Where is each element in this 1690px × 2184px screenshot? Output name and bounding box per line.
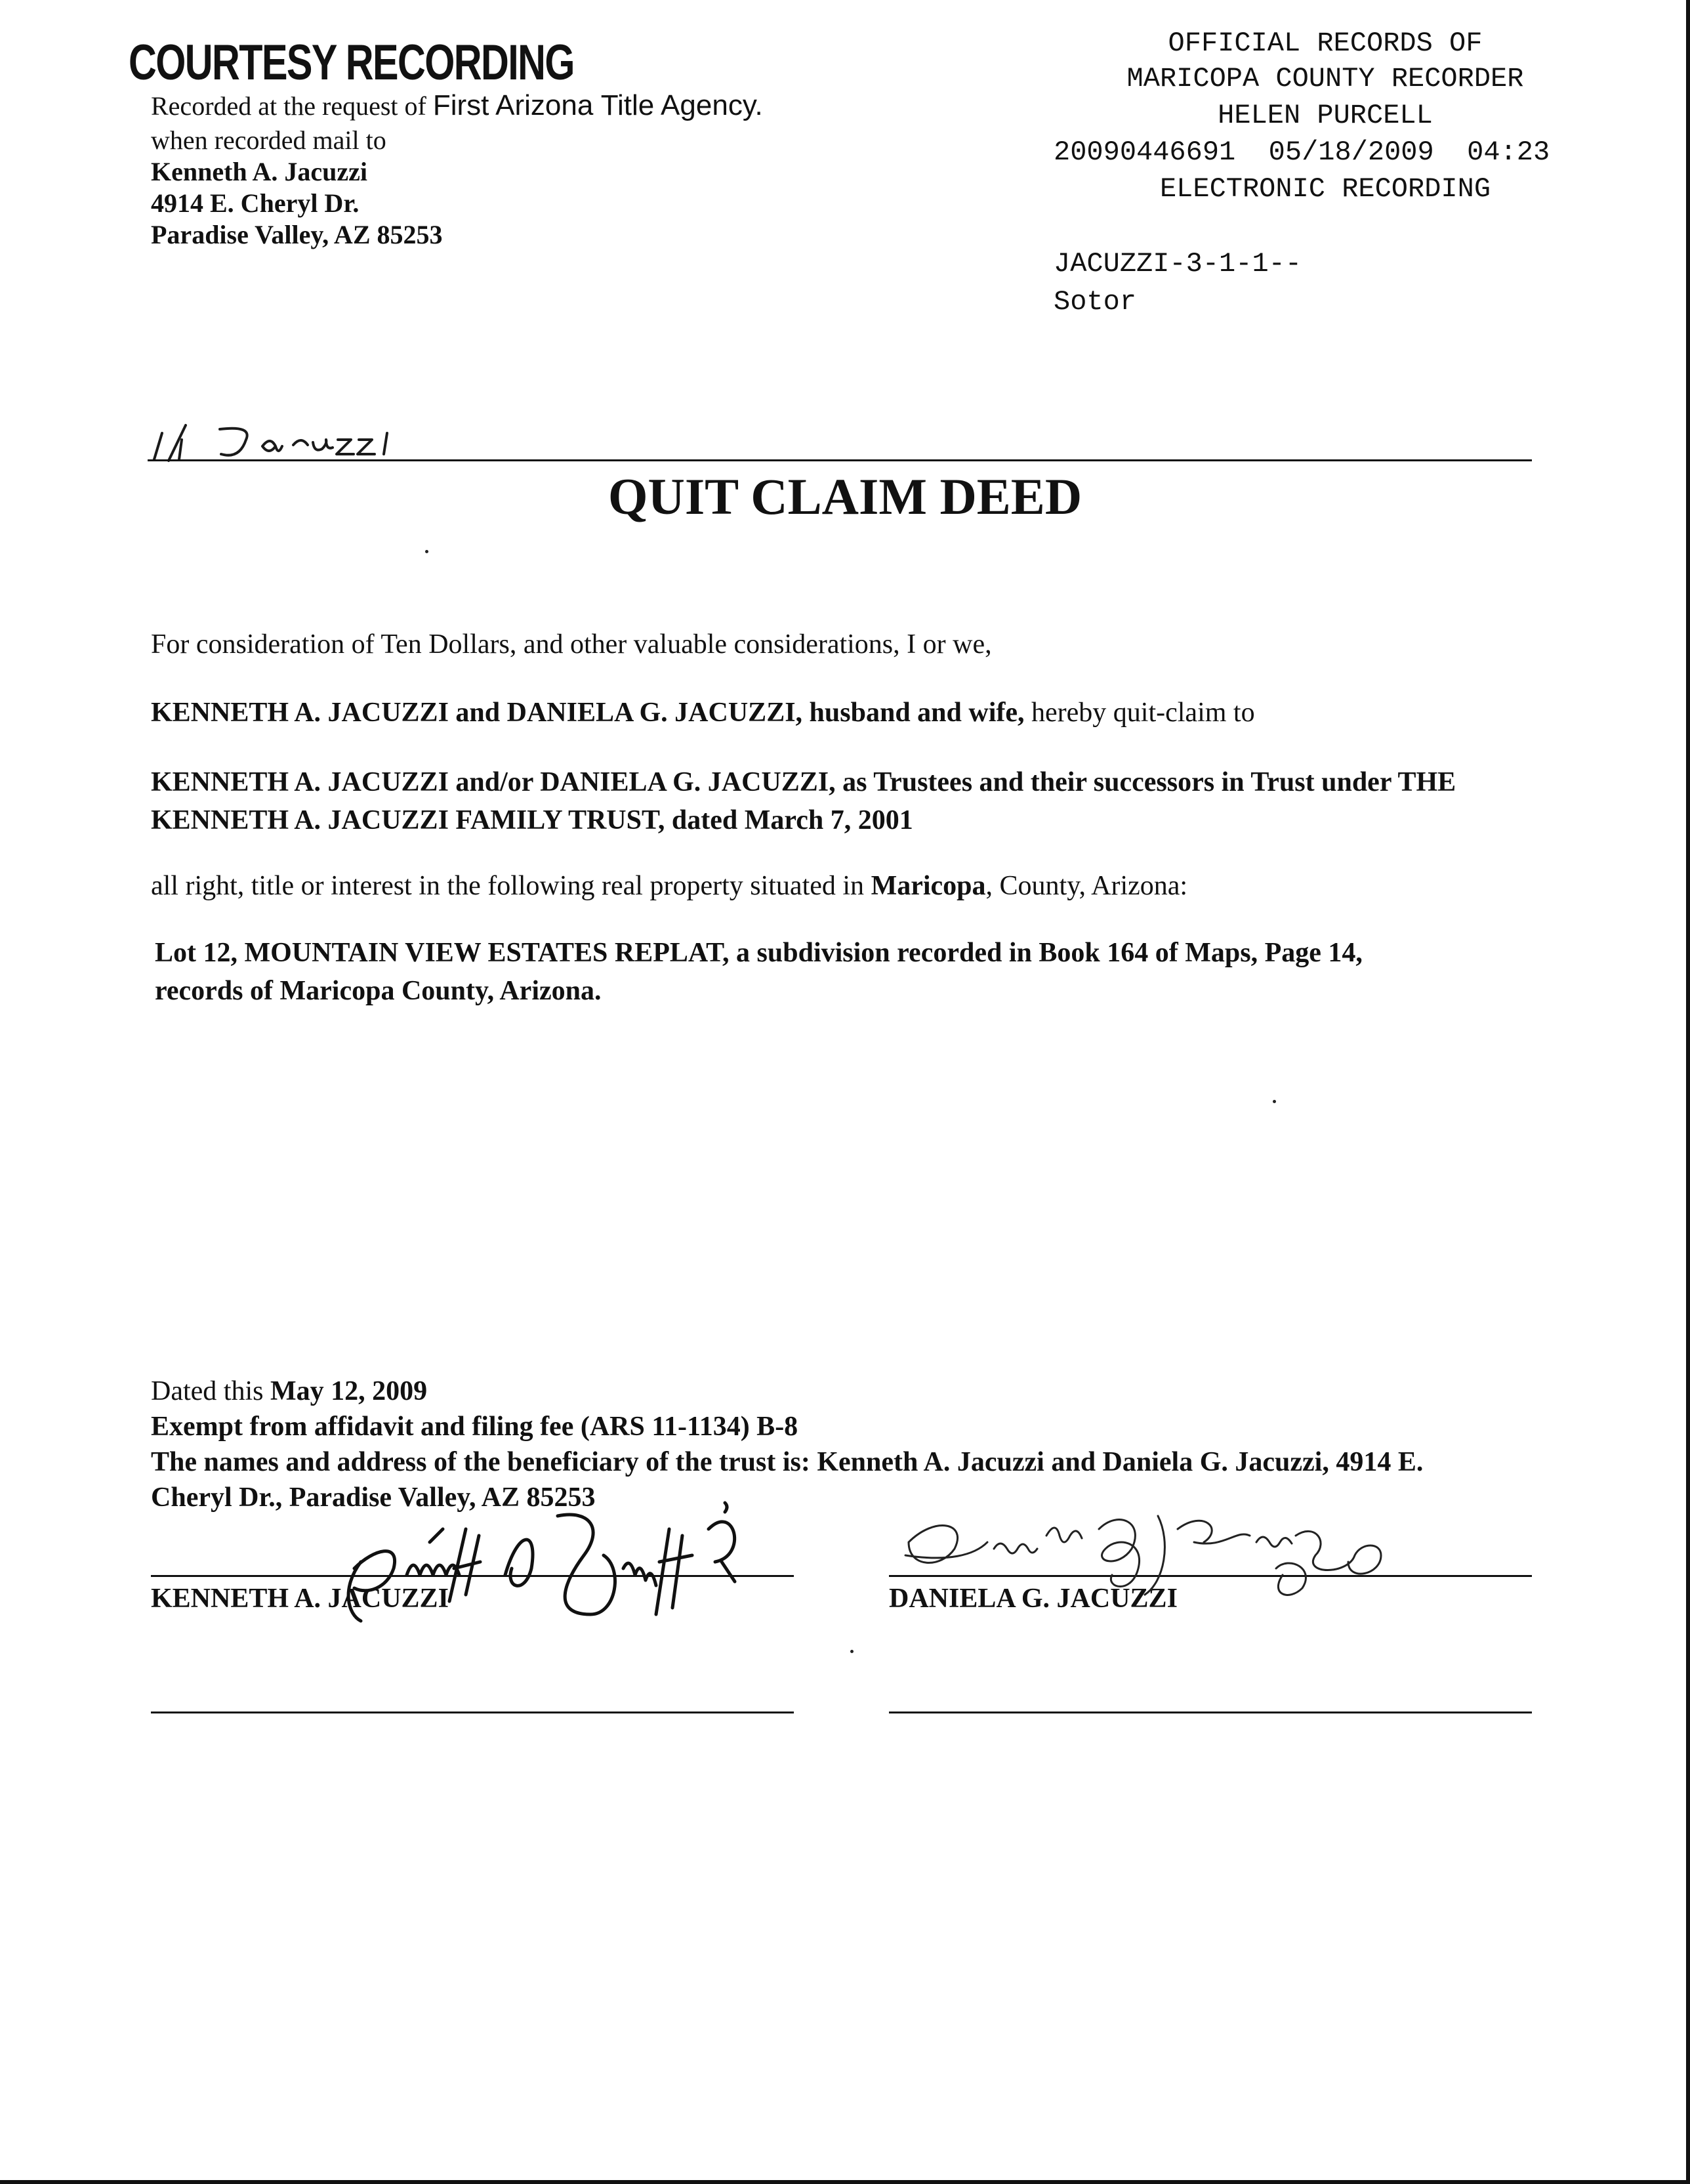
grantors-tail: hereby quit-claim to [1024,698,1255,728]
grantors-clause [151,697,1255,728]
left-blank-line [151,1712,794,1713]
daniela-signature-image [896,1503,1407,1608]
scan-speck [850,1650,854,1653]
scan-speck [1273,1100,1276,1103]
dated-line [151,1376,427,1407]
recorded-at-line [151,89,763,122]
mail-to-city: Paradise Valley, AZ 85253 [151,220,443,249]
record-number: 20090446691 [1054,136,1236,168]
right-blank-line [889,1712,1532,1713]
mail-to-label: when recorded mail to [151,125,386,155]
handwritten-note-image [148,413,430,472]
document-title: QUIT CLAIM DEED [608,468,1082,525]
record-time: 04:23 [1467,136,1550,168]
scan-edge-right [1686,0,1690,2184]
consideration-clause: For consideration of Ten Dollars, and other valuable considerations, I or we, [151,629,992,660]
mail-to-name: Kenneth A. Jacuzzi [151,157,367,186]
scan-speck [425,550,428,553]
grantees-line2: KENNETH A. JACUZZI FAMILY TRUST, dated March 7, 2001 [151,805,913,835]
kenneth-signature-image [315,1490,787,1628]
recorded-at-prefix: Recorded at the request of [151,91,433,121]
recorded-at-agency: First Arizona Title Agency. [432,89,763,121]
official-records-line2: MARICOPA COUNTY RECORDER [1126,63,1524,94]
legal-description-line2: records of Maricopa County, Arizona. [155,976,602,1006]
left-signer-name: KENNETH A. JACUZZI [151,1584,449,1614]
scan-edge-bottom [0,2180,1690,2184]
courtesy-recording-stamp: COURTESY RECORDING [129,35,574,91]
beneficiary-line1: The names and address of the beneficiary of the trust is: Kenneth A. Jacuzzi and Daniela G. Jacuzzi, 4914 E. [151,1447,1424,1477]
grantors-names: KENNETH A. JACUZZI and DANIELA G. JACUZZI, husband and wife, [151,698,1025,728]
recording-reference: JACUZZI-3-1-1-- [1054,248,1302,280]
note-underline [148,459,1532,461]
beneficiary-line2: Cheryl Dr., Paradise Valley, AZ 85253 [151,1482,596,1513]
property-prefix: all right, title or interest in the following real property situated in [151,871,871,901]
property-clause [151,870,1187,902]
dated-prefix: Dated this [151,1376,270,1406]
property-suffix: , County, Arizona: [985,871,1188,901]
recording-clerk: Sotor [1054,286,1137,318]
grantees-line1: KENNETH A. JACUZZI and/or DANIELA G. JACUZZI, as Trustees and their successors in Trust under THE [151,767,1456,797]
recording-number-line [1054,136,1550,168]
record-date: 05/18/2009 [1268,136,1434,168]
mail-to-street: 4914 E. Cheryl Dr. [151,188,360,218]
right-signer-name: DANIELA G. JACUZZI [889,1584,1178,1614]
recording-type: ELECTRONIC RECORDING [1159,173,1491,205]
dated-value: May 12, 2009 [270,1376,428,1406]
official-records-line1: OFFICIAL RECORDS OF [1168,28,1483,59]
property-county: Maricopa [871,871,986,901]
official-records-line3: HELEN PURCELL [1218,100,1433,131]
exempt-line: Exempt from affidavit and filing fee (ARS 11-1134) B-8 [151,1412,798,1442]
legal-description-line1: Lot 12, MOUNTAIN VIEW ESTATES REPLAT, a subdivision recorded in Book 164 of Maps, Page 14, [155,938,1363,968]
